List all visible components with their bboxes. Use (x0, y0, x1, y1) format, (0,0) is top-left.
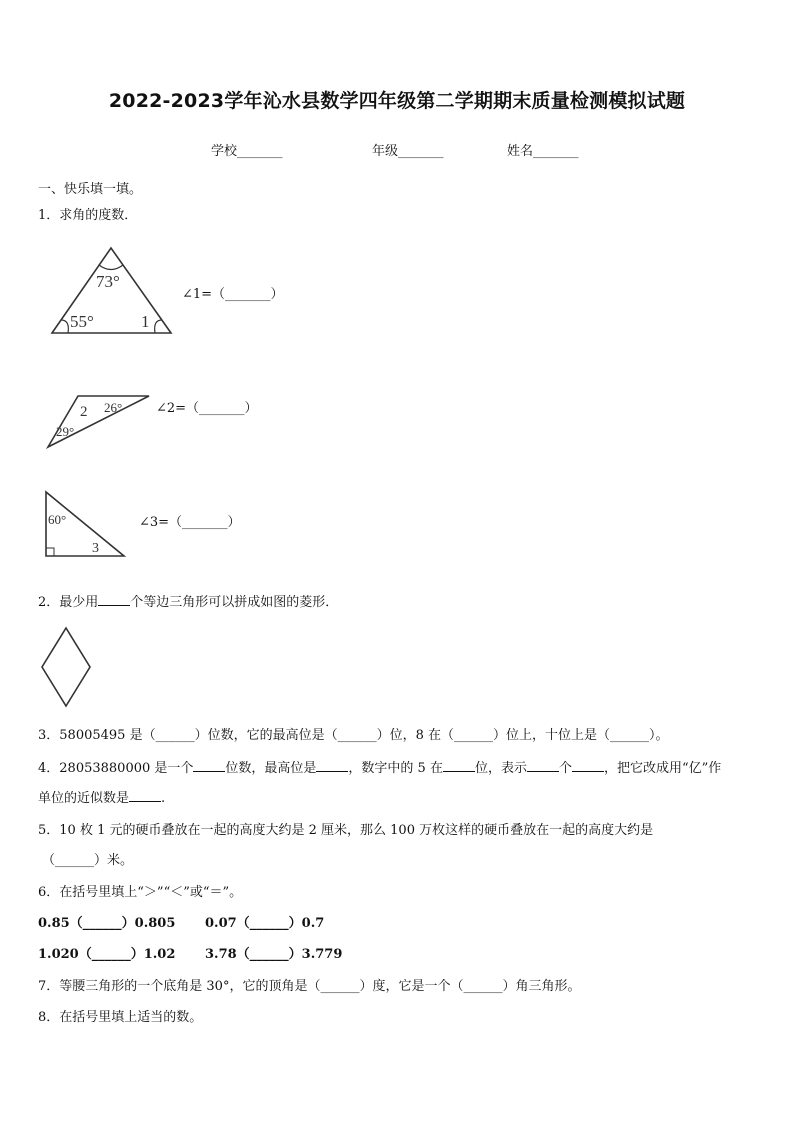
blank (443, 759, 475, 772)
name-field: 姓名_______ (507, 144, 579, 159)
blank (527, 759, 559, 772)
compare-row-2a: 1.020（______）1.02 (38, 947, 176, 962)
question-4-line-2 (38, 789, 165, 808)
triangle-figure-3 (40, 488, 135, 568)
question-3: 3．58005495 是（______）位数，它的最高位是（______）位，8 在（______）位上，十位上是（______）。 (38, 728, 669, 743)
question-4-text: 位数，最高位是 (225, 761, 317, 776)
angle-label-55: 55° (70, 312, 94, 331)
blank (129, 789, 161, 802)
answer-angle-1: ∠1=（_______） (182, 287, 284, 302)
question-5-line-1: 5．10 枚 1 元的硬币叠放在一起的高度大约是 2 厘米，那么 100 万枚这样的硬币叠放在一起的高度大约是 (38, 823, 654, 838)
question-4-text: 单位的近似数是 (38, 791, 130, 806)
blank (98, 593, 130, 606)
question-1: 1．求角的度数． (38, 208, 138, 223)
question-2-text-b: 个等边三角形可以拼成如图的菱形． (130, 595, 339, 610)
question-4-text: 位，表示 (474, 761, 527, 776)
question-4-text: ，把它改成用“亿”作 (603, 761, 722, 776)
question-4-text: 4．28053880000 是一个 (38, 761, 194, 776)
question-2-text-a: 2．最少用 (38, 595, 99, 610)
angle-label-2: 2 (80, 404, 88, 420)
answer-angle-2: ∠2=（_______） (156, 401, 258, 416)
blank (316, 759, 348, 772)
angle-label-3: 3 (92, 541, 99, 556)
angle-label-29: 29° (56, 424, 75, 439)
question-6: 6．在括号里填上“＞”“＜”或“＝”。 (38, 885, 243, 900)
question-4-text: 个 (558, 761, 572, 776)
angle-label-60: 60° (48, 512, 67, 527)
angle-label-1: 1 (141, 312, 150, 331)
page-title: 2022-2023学年沁水县数学四年级第二学期期末质量检测模拟试题 (108, 90, 686, 112)
question-8: 8．在括号里填上适当的数。 (38, 1010, 203, 1025)
triangle-figure-1 (40, 236, 190, 346)
question-2 (38, 593, 338, 612)
school-field: 学校_______ (211, 144, 283, 159)
angle-label-73: 73° (96, 272, 120, 291)
grade-field: 年级_______ (372, 144, 444, 159)
triangle-figure-2 (42, 390, 162, 454)
compare-row-2b: 3.78（______）3.779 (205, 947, 343, 962)
angle-label-26: 26° (104, 400, 123, 415)
compare-row-1a: 0.85（______）0.805 (38, 916, 176, 931)
question-4-text: . (161, 791, 166, 806)
blank (572, 759, 604, 772)
answer-angle-3: ∠3=（_______） (139, 515, 241, 530)
question-4-line-1 (38, 759, 721, 778)
question-5-line-2: （______）米。 (42, 853, 134, 868)
compare-row-1b: 0.07（______）0.7 (205, 916, 325, 931)
section-heading: 一、快乐填一填。 (38, 182, 143, 197)
question-4-text: ，数字中的 5 在 (348, 761, 443, 776)
question-7: 7．等腰三角形的一个底角是 30°，它的顶角是（______）度，它是一个（______）角三角形。 (38, 979, 581, 994)
rhombus-figure (40, 626, 94, 710)
blank (193, 759, 225, 772)
